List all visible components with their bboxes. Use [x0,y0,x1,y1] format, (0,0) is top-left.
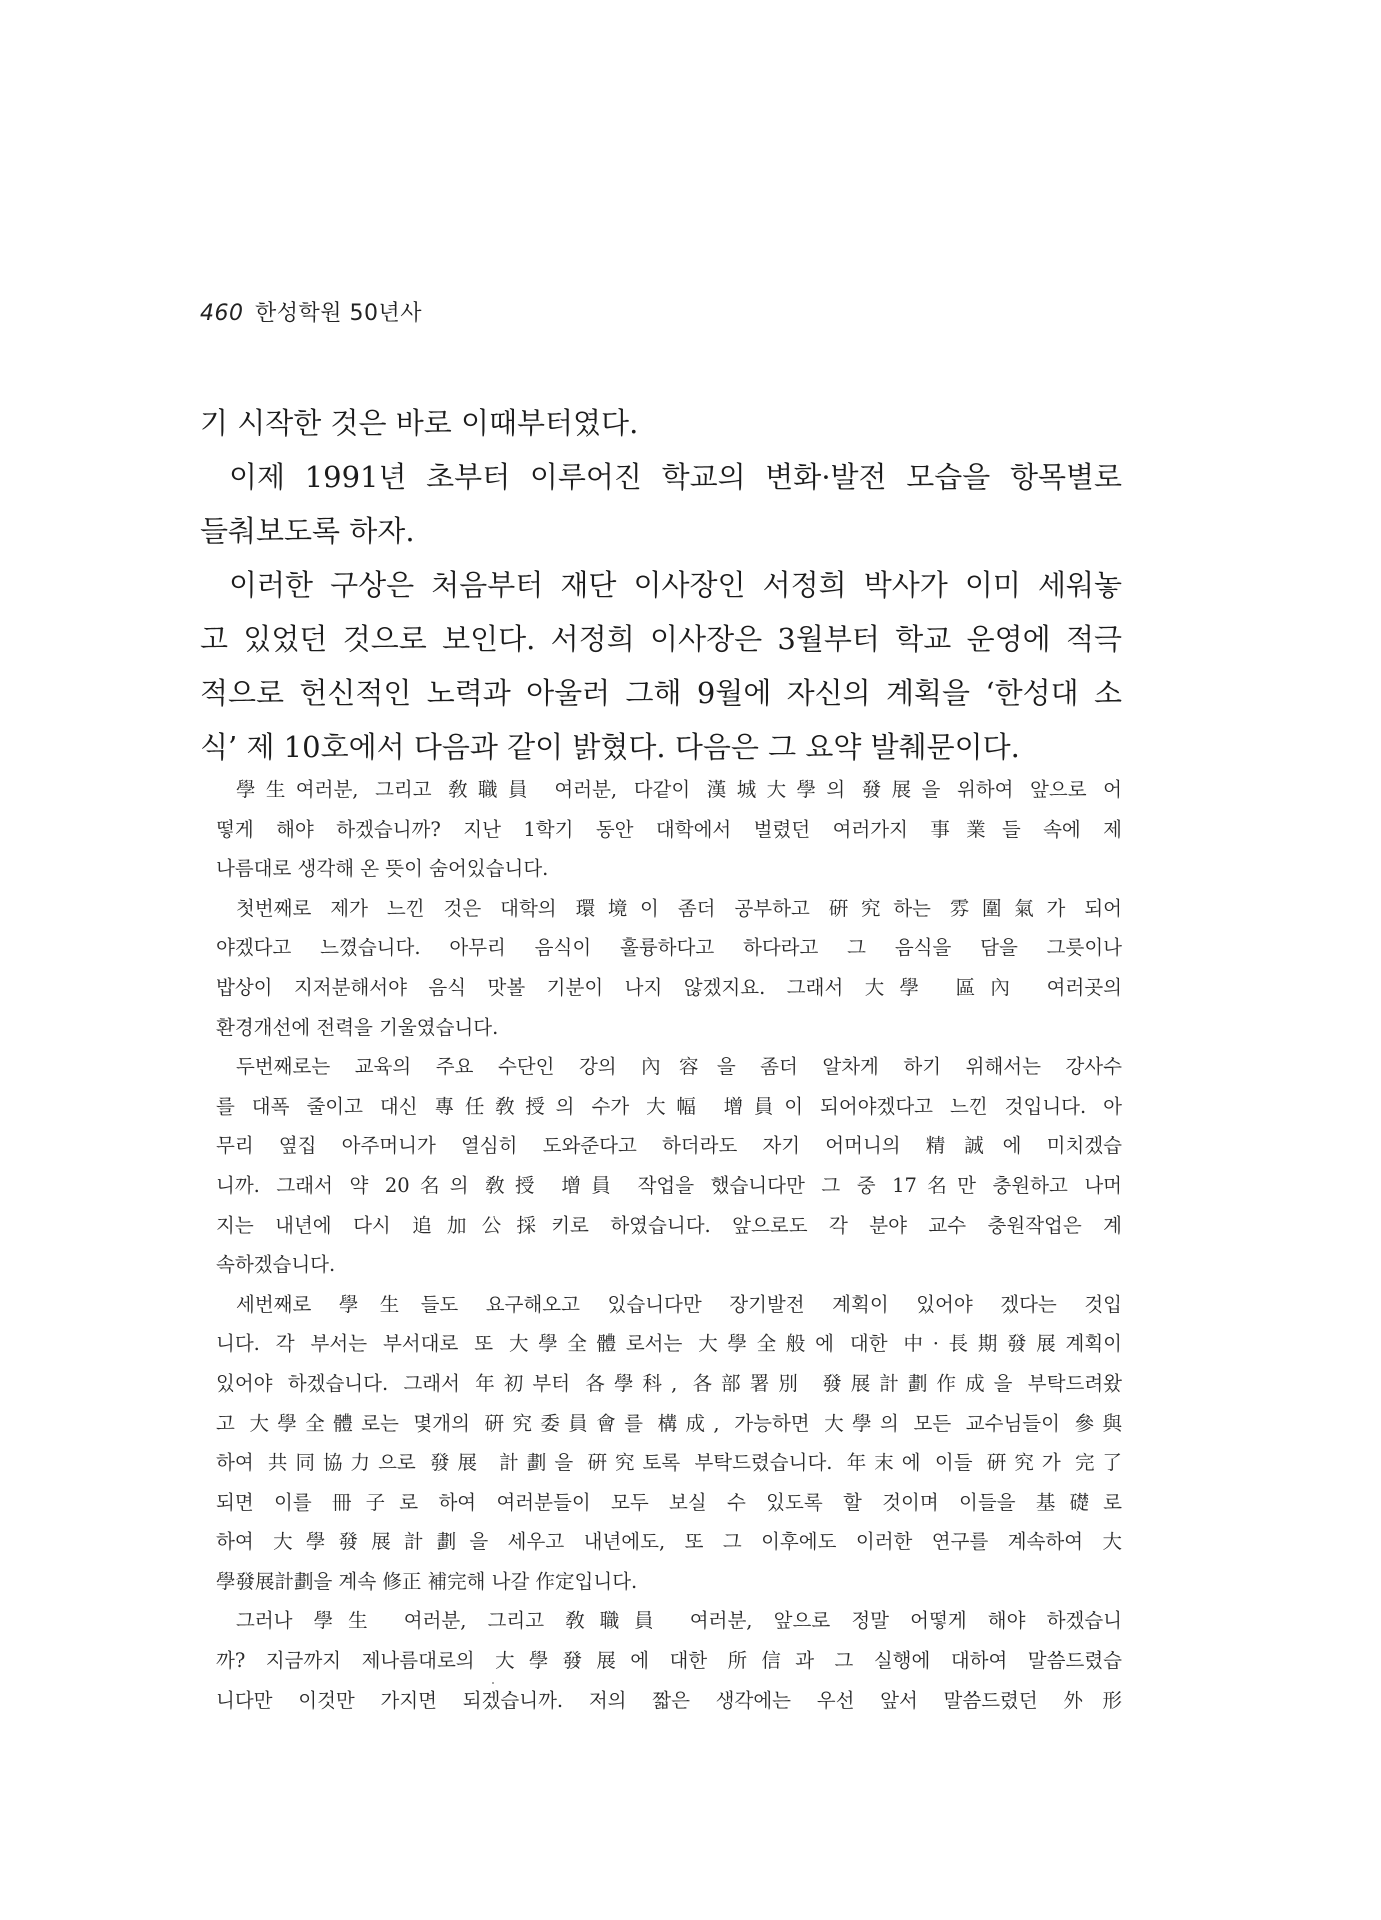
quote-line: 떻게 해야 하겠습니까? 지난 1학기 동안 대학에서 벌렸던 여러가지 事業들 속에 제 [216,817,1122,841]
quote-line: 밥상이 지저분해서야 음식 맛볼 기분이 나지 않겠지요. 그래서 大學 區內 여러곳의 [216,975,1122,999]
quote-line: 나름대로 생각해 온 뜻이 숨어있습니다. [216,857,549,881]
quote-line: 니다만 이것만 가지면 되겠습니까. 저의 짧은 생각에는 우선 앞서 말씀드렸던 外形 [216,1688,1122,1712]
body-line: 적으로 헌신적인 노력과 아울러 그해 9월에 자신의 계획을 ‘한성대 소 [200,676,1122,710]
body-line: 이러한 구상은 처음부터 재단 이사장인 서정희 박사가 이미 세워놓 [229,568,1122,602]
quote-line: 속하겠습니다. [216,1253,336,1277]
body-line: 들춰보도록 하자. [200,514,415,548]
quote-line: 學發展計劃을 계속 修正 補完해 나갈 作定입니다. [216,1569,638,1593]
quote-line: 되면 이를 冊子로 하여 여러분들이 모두 보실 수 있도록 할 것이며 이들을 基礎로 [216,1490,1122,1514]
body-line: 기 시작한 것은 바로 이때부터였다. [200,406,639,440]
quote-line: 첫번째로 제가 느낀 것은 대학의 環境이 좀더 공부하고 硏究하는 雰圍氣가 되어 [236,896,1122,920]
quote-line: 그러나 學生 여러분, 그리고 敎職員 여러분, 앞으로 정말 어떻게 해야 하겠습니 [236,1609,1122,1633]
body-line: 이제 1991년 초부터 이루어진 학교의 변화·발전 모습을 항목별로 [229,460,1122,494]
main-body-text [200,396,1122,774]
print-speck [492,1682,494,1684]
quote-line: 니까. 그래서 약 20名의 敎授 增員 작업을 했습니다만 그 중 17名만 충원하고 나머 [216,1173,1122,1197]
page-number: 460 [200,301,244,326]
quote-line: 두번째로는 교육의 주요 수단인 강의 內容을 좀더 알차게 하기 위해서는 강사수 [236,1055,1122,1079]
body-line: 식’ 제 10호에서 다음과 같이 밝혔다. 다음은 그 요약 발췌문이다. [200,730,1020,764]
quote-line: 지는 내년에 다시 追加公採키로 하였습니다. 앞으로도 각 분야 교수 충원작업은 계 [216,1213,1122,1237]
quote-line: 있어야 하겠습니다. 그래서 年初부터 各學科, 各部署別 發展計劃作成을 부탁드려왔 [216,1371,1122,1395]
quote-line: 하여 大學發展計劃을 세우고 내년에도, 또 그 이후에도 이러한 연구를 계속하여 大 [216,1530,1122,1554]
quoted-excerpt [216,770,1122,1720]
body-line: 고 있었던 것으로 보인다. 서정희 이사장은 3월부터 학교 운영에 적극 [200,622,1122,656]
book-title: 한성학원 50년사 [255,301,422,326]
quote-line: 까? 지금까지 제나름대로의 大學發展에 대한 所信과 그 실행에 대하여 말씀드렸습 [216,1649,1122,1673]
quote-line: 환경개선에 전력을 기울였습니다. [216,1015,499,1039]
running-header [200,296,422,327]
quote-line: 야겠다고 느꼈습니다. 아무리 음식이 훌륭하다고 하다라고 그 음식을 담을 그릇이나 [216,936,1122,960]
quote-line: 고 大學全體로는 몇개의 硏究委員會를 構成, 가능하면 大學의 모든 교수님들이 參與 [216,1411,1122,1435]
quote-line: 니다. 각 부서는 부서대로 또 大學全體로서는 大學全般에 대한 中·長期發展계획이 [216,1332,1122,1356]
quote-line: 하여 共同協力으로 發展 計劃을 硏究토록 부탁드렸습니다. 年末에 이들 硏究가 完了 [216,1451,1122,1475]
quote-line: 學生여러분, 그리고 敎職員 여러분, 다같이 漢城大學의 發展을 위하여 앞으로 어 [236,778,1122,801]
quote-line: 세번째로 學生들도 요구해오고 있습니다만 장기발전 계획이 있어야 겠다는 것입 [236,1292,1122,1316]
quote-line: 를 대폭 줄이고 대신 專任敎授의 수가 大幅 增員이 되어야겠다고 느낀 것입니다. 아 [216,1094,1122,1118]
quote-line: 무리 옆집 아주머니가 열심히 도와준다고 하더라도 자기 어머니의 精誠에 미치겠습 [216,1134,1122,1158]
